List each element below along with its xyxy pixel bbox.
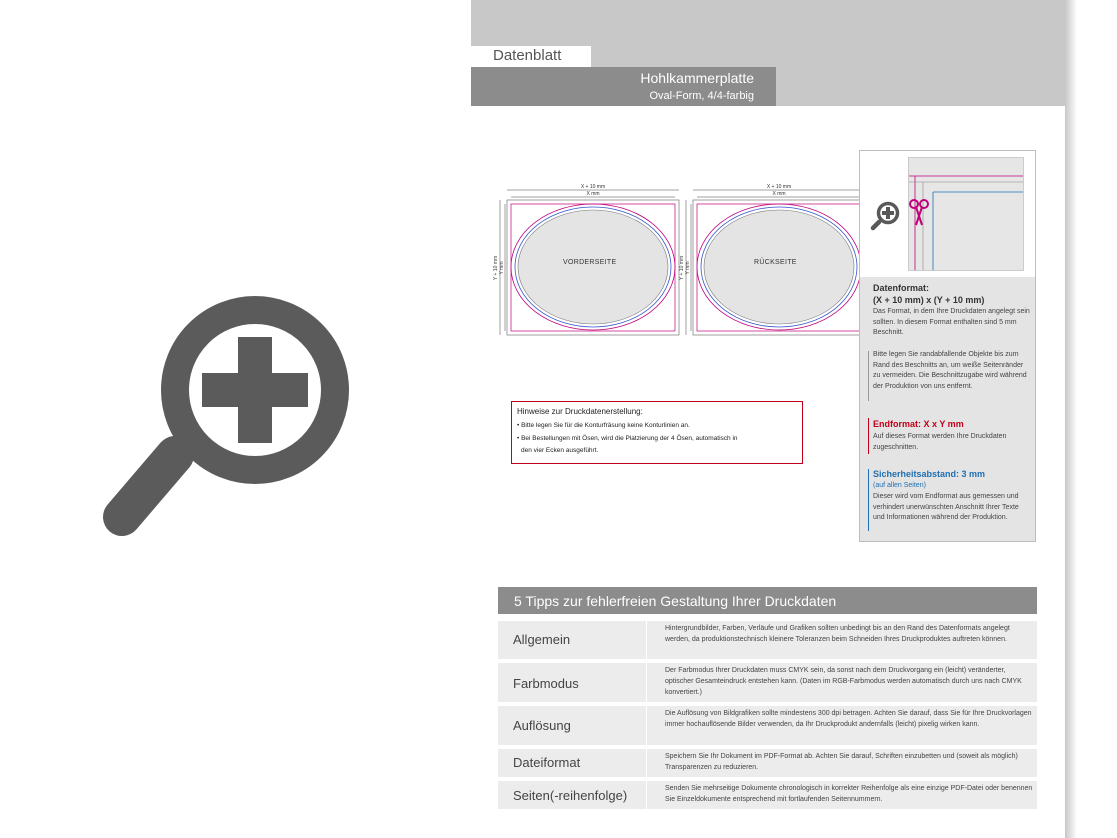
beschnitt-text: Bitte legen Sie randabfallende Objekte bis zum Rand des Beschnitts an, um weiße Seitenränder zu vermeiden. Die Beschnittzugabe wird während der Produktion von uns entfernt. [873, 351, 1027, 390]
scissors-icon [908, 197, 930, 229]
sicherheit-heading: Sicherheitsabstand: 3 mm [873, 469, 986, 479]
hints-title: Hinweise zur Druckdatenerstellung: [517, 407, 643, 416]
datenformat-value: (X + 10 mm) x (Y + 10 mm) [873, 295, 985, 305]
tip-text: Speichern Sie Ihr Dokument im PDF-Format ab. Achten Sie darauf, Schriften einzubetten und (soweit als möglich) Transparenzen zu reduzieren. [665, 753, 1018, 771]
tip-row [498, 749, 1037, 777]
hint-item: • Bitte legen Sie für die Konturfräsung keine Konturlinien an. [517, 422, 690, 429]
page-shadow [1065, 0, 1077, 838]
tips-title: 5 Tipps zur fehlerfreien Gestaltung Ihrer Druckdaten [514, 593, 837, 609]
tip-label: Dateiformat [513, 755, 581, 770]
endformat-text: Auf dieses Format werden Ihre Druckdaten zugeschnitten. [873, 433, 1007, 451]
tip-text: Senden Sie mehrseitige Dokumente chronologisch in korrekter Reihenfolge als eine einzige PDF-Datei oder benennen Sie Einzeldokumente entsprechend mit fortlaufenden Seitennummern. [665, 785, 1033, 803]
title-box [471, 67, 776, 106]
hint-item: • Bei Bestellungen mit Ösen, wird die Platzierung der 4 Ösen, automatisch in [517, 435, 738, 442]
dim-inner-height: Y mm [499, 261, 505, 275]
datenformat-heading: Datenformat: [873, 283, 930, 293]
beschnitt-bar [868, 351, 869, 401]
datenformat-text: Das Format, in dem Ihre Druckdaten angelegt sein sollten. In diesem Format enthalten sind 5 mm Beschnitt. [873, 308, 1030, 336]
tip-text: Die Auflösung von Bildgrafiken sollte mindestens 300 dpi betragen. Achten Sie darauf, dass Sie für Ihre Druckvorlagen immer hochauflösende Bilder verwenden, da Ihr Druckprodukt andernfalls (leicht) pixelig wirken kann. [665, 710, 1032, 728]
tip-row [498, 621, 1037, 659]
tip-text: Der Farbmodus Ihrer Druckdaten muss CMYK sein, da sonst nach dem Druckvorgang ein (leicht) veränderter, optischer Gesamteindruck entstehen kann. (Daten im RGB-Farbmodus werden automatisch durch uns nach CMYK konvertiert.) [665, 667, 1022, 696]
tip-label: Farbmodus [513, 676, 579, 691]
page-title: Hohlkammerplatte [640, 70, 754, 86]
zoom-in-icon[interactable] [870, 199, 902, 231]
sicherheit-text: Dieser wird vom Endformat aus gemessen und verhindert unerwünschten Anschnitt Ihrer Texte und Informationen während der Produktion. [873, 493, 1019, 521]
tip-label: Auflösung [513, 718, 571, 733]
sicherheit-bar [868, 469, 869, 531]
dim-outer-height: Y + 10 mm [679, 255, 685, 281]
tip-row [498, 706, 1037, 745]
format-info-panel [859, 150, 1036, 542]
panel-preview-area [860, 151, 1035, 277]
tip-text: Hintergrundbilder, Farben, Verläufe und Grafiken sollten unbedingt bis an den Rand des Datenformats angelegt werden, da produktionstechnisch kleinere Toleranzen beim Schneiden Ihres Druckproduktes auftreten können. [665, 625, 1010, 643]
datasheet-page [471, 0, 1065, 838]
datenblatt-label: Datenblatt [493, 47, 562, 64]
tip-row [498, 663, 1037, 702]
tip-label: Seiten(-reihenfolge) [513, 788, 628, 803]
hint-item: den vier Ecken ausgeführt. [521, 447, 599, 454]
dim-outer-width: X + 10 mm [580, 184, 606, 190]
dim-inner-width: X mm [586, 191, 600, 197]
endformat-heading: Endformat: X x Y mm [873, 419, 964, 429]
tip-label: Allgemein [513, 632, 571, 647]
tip-row [498, 781, 1037, 809]
front-side-label: VORDERSEITE [563, 259, 617, 266]
zoom-in-icon[interactable] [100, 295, 370, 550]
dim-inner-width: X mm [772, 191, 786, 197]
back-side-label: RÜCKSEITE [754, 259, 797, 266]
dim-outer-width: X + 10 mm [766, 184, 792, 190]
page-subtitle: Oval-Form, 4/4-farbig [649, 90, 754, 102]
dim-outer-height: Y + 10 mm [493, 255, 499, 281]
dim-inner-height: Y mm [685, 261, 691, 275]
endformat-bar [868, 418, 869, 454]
tips-header [498, 587, 1037, 614]
print-hints-box [511, 401, 803, 464]
sicherheit-sub: (auf allen Seiten) [873, 482, 926, 489]
